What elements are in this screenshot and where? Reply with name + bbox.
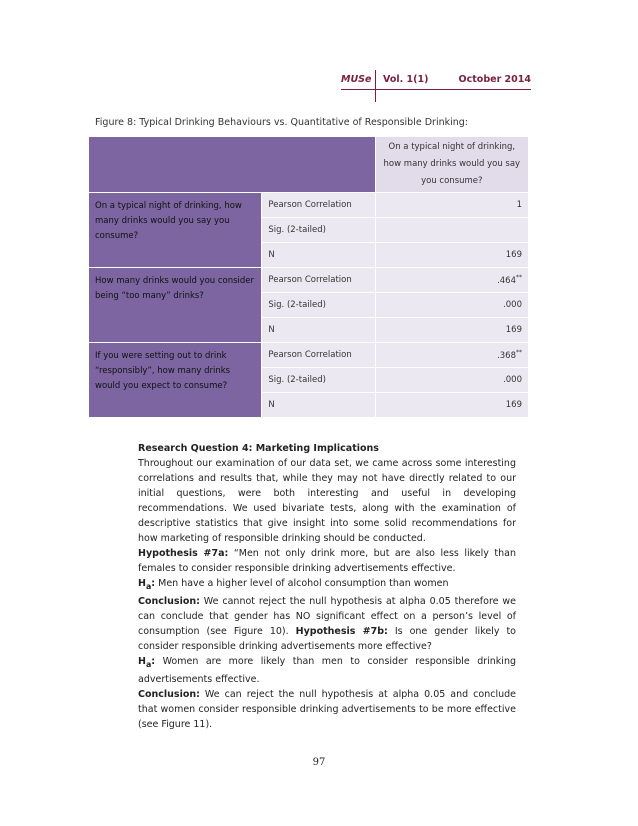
alt-h-colon: : <box>151 655 156 667</box>
stat-value-text: .464 <box>497 275 516 286</box>
stat-value <box>375 318 528 343</box>
conclusion-1-text: We cannot reject the null hypothesis at alpha 0.05 therefore we can conclude that gender has NO significant effect on a person’s level of consumption (see Figure 10). <box>138 595 516 637</box>
header-divider <box>375 70 376 102</box>
row-label: How many drinks would you consider being “too many” drinks? <box>89 268 262 343</box>
row-label: If you were setting out to drink “responsibly”, how many drinks would you expect to consume? <box>89 343 262 418</box>
alt-hypothesis-2-text: Women are more likely than men to consider responsible drinking advertisements effective. <box>138 655 516 685</box>
conclusion-2-text: We can reject the null hypothesis at alpha 0.05 and conclude that women consider responsible drinking advertisements to be more effective (see Figure 11). <box>138 688 516 730</box>
alt-hypothesis-1-text: Men have a higher level of alcohol consumption than women <box>155 578 449 589</box>
stat-name: Pearson Correlation <box>262 343 375 368</box>
page-number: 97 <box>312 757 326 768</box>
alt-h-subscript: a <box>145 581 152 591</box>
stat-value-text: 1 <box>516 200 522 210</box>
row-label: On a typical night of drinking, how many drinks would you say you consume? <box>89 193 262 268</box>
stat-value <box>375 368 528 393</box>
section-body <box>138 441 516 732</box>
correlation-table <box>88 136 529 418</box>
stat-value-text: 169 <box>505 400 522 410</box>
hypothesis-7a <box>138 546 516 576</box>
alt-h-subscript: a <box>145 659 152 669</box>
table-row <box>89 268 529 293</box>
hypothesis-7b-label: Hypothesis #7b: <box>295 625 388 637</box>
table-row <box>89 343 529 368</box>
alt-hypothesis-1 <box>138 576 516 594</box>
significance-marker: ** <box>516 274 522 282</box>
stat-name: Pearson Correlation <box>262 268 375 293</box>
alt-hypothesis-2 <box>138 654 516 687</box>
stat-value <box>375 293 528 318</box>
stat-name: N <box>262 243 375 268</box>
table-row <box>89 193 529 218</box>
stat-name: Sig. (2-tailed) <box>262 218 375 243</box>
conclusion-2 <box>138 687 516 732</box>
running-header <box>341 70 531 90</box>
conclusion-1 <box>138 594 516 654</box>
stat-value <box>375 193 528 218</box>
hypothesis-7a-text: “Men not only drink more, but are also less likely than females to consider responsible drinking advertisements effective. <box>138 548 516 574</box>
header-rule <box>341 89 531 90</box>
conclusion-1-label: Conclusion: <box>138 595 200 607</box>
stat-value <box>375 268 528 293</box>
table-header-row <box>89 137 529 193</box>
alt-hypothesis-2-label <box>138 656 155 667</box>
alt-h-letter: H <box>138 655 146 667</box>
volume-label: Vol. 1(1) <box>383 74 429 85</box>
section-intro: Throughout our examination of our data set, we came across some interesting correlations and results that, while they may not have directly related to our initial questions, were both interesting and useful in developing recommendations. We used bivariate tests, along with the examination of descriptive statistics that give insight into some solid recommendations for how marketing of responsible drinking should be conducted. <box>138 458 516 544</box>
hypothesis-7a-label: Hypothesis #7a: <box>138 548 229 559</box>
stat-value-text: .000 <box>503 300 522 310</box>
stat-value-text: 169 <box>505 325 522 335</box>
stat-name: Sig. (2-tailed) <box>262 368 375 393</box>
stat-value-text: .000 <box>503 375 522 385</box>
stat-value <box>375 393 528 418</box>
hypothesis-7b-text: Is one gender likely to consider responsible drinking advertisements more effective? <box>138 625 516 652</box>
issue-date: October 2014 <box>458 74 531 85</box>
stat-value <box>375 343 528 368</box>
stat-name: Pearson Correlation <box>262 193 375 218</box>
stat-value <box>375 243 528 268</box>
stat-name: N <box>262 393 375 418</box>
alt-h-letter: H <box>138 578 146 589</box>
stat-name: Sig. (2-tailed) <box>262 293 375 318</box>
section-title: Research Question 4: Marketing Implications <box>138 443 379 454</box>
stat-value <box>375 218 528 243</box>
significance-marker: ** <box>516 349 522 357</box>
stat-name: N <box>262 318 375 343</box>
conclusion-2-label: Conclusion: <box>138 688 200 700</box>
journal-name: MUSe <box>341 74 372 85</box>
stat-value-text: .368 <box>497 350 516 361</box>
alt-h-colon: : <box>151 578 156 589</box>
figure-caption: Figure 8: Typical Drinking Behaviours vs. Quantitative of Responsible Drinking: <box>95 117 468 128</box>
column-header: On a typical night of drinking, how many drinks would you say you consume? <box>375 137 528 193</box>
header-blank-cell <box>89 137 376 193</box>
alt-hypothesis-1-label <box>138 578 155 589</box>
stat-value-text: 169 <box>505 250 522 260</box>
